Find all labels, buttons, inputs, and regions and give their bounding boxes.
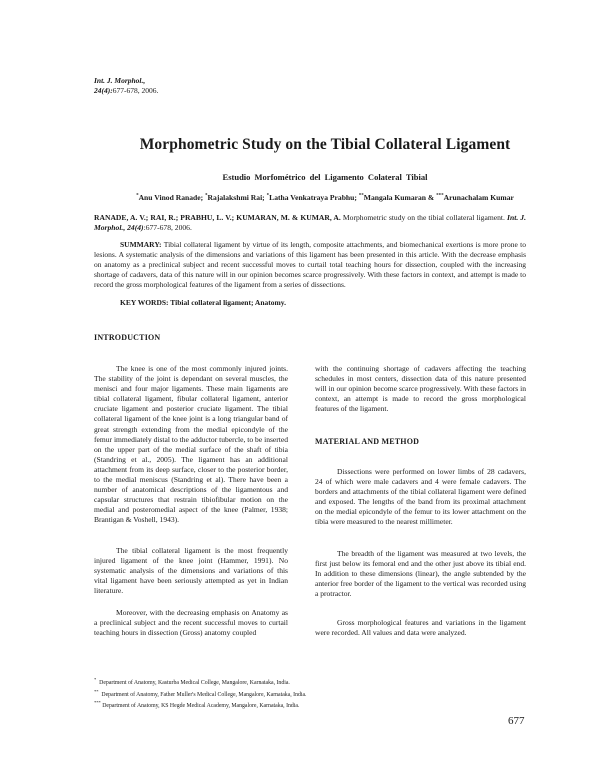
- introduction-paragraph-3: Moreover, with the decreasing emphasis on Anatomy as a preclinical subject and the recent successful moves to curtail teaching hours in dissection (Gross) anatomy coupled: [94, 608, 288, 638]
- author-mark: *: [136, 193, 139, 199]
- author-name: Arunachalam Kumar: [443, 193, 514, 202]
- author-mark: ***: [436, 193, 444, 199]
- author-name: Rajalakshmi Rai;: [207, 193, 267, 202]
- citation-pages: :677-678, 2006.: [143, 223, 192, 232]
- author-mark: *: [266, 193, 270, 199]
- introduction-paragraph-2: The tibial collateral ligament is the most frequently injured ligament of the knee joint (Hammer, 1991). No systematic analysis of the dimensions and variations of this vital ligament have been seriously attempted as yet in Indian literature.: [94, 546, 288, 596]
- summary-text: Tibial collateral ligament by virtue of its length, composite attachments, and biomechanical exertions is more prone to lesions. A systematic analysis of the dimensions and variations of this ligament has been presented in this article. With the decrease emphasis on anatomy as a preclinical subject and recent successful moves to curtail total teaching hours for dissection, coupled with the increasing shortage of cadavers, data of this nature will in our opinion becomes scarce progressively. With these factors in context, and attempt is made to record the gross morphological features of the ligament from a series of dissections.: [94, 240, 526, 289]
- author-mark: **: [358, 193, 364, 199]
- introduction-heading: INTRODUCTION: [94, 333, 161, 342]
- journal-name: Int. J. Morphol.,: [94, 76, 146, 85]
- introduction-paragraph-3-continued: with the continuing shortage of cadavers affecting the teaching schedules in most centers, dissection data of this nature presented will in our opinion become scarce progressively. With these factors in context, an attempt is made to record the gross morphological features of the ligament.: [315, 364, 526, 414]
- summary-label: SUMMARY:: [120, 240, 162, 249]
- introduction-paragraph-1: The knee is one of the most commonly injured joints. The stability of the joint is dependant on several muscles, the menisci and four major ligaments. These main ligaments are tibial collateral ligament, fibular collateral ligament, anterior cruciate ligament and posterior cruciate ligament. The tibial collateral ligament of the knee joint is a long triangular band of great strength extending from the medial epicondyle of the femur immediately distal to the adductor tubercle, to be inserted on the upper part of the medial surface of the shaft of tibia (Standring et al., 2005). The ligament has an additional attachment from its deep surface, closer to the posterior border, to the medial meniscus (Standring et al). There have been a number of anatomical descriptions of the ligamentous and capsular structures that restrain tibiofibular motion on the medial and posteromedial aspect of the knee (Palmer, 1938; Brantigan & Voshell, 1943).: [94, 364, 288, 525]
- author-name: Mangala Kumaran &: [363, 193, 437, 202]
- citation-title: Morphometric study on the tibial collateral ligament.: [340, 213, 505, 222]
- article-title: Morphometric Study on the Tibial Collateral Ligament: [139, 136, 511, 153]
- footnote: * Department of Anatomy, Kasturba Medical College, Mangalore, Karnataka, India.: [94, 677, 290, 686]
- methods-paragraph-2: The breadth of the ligament was measured at two levels, the first just below its femoral end and the other just above its tibial end. In addition to these dimensions (linear), the angle subtended by the anterior free border of the ligament to the vertical was recorded using a protractor.: [315, 549, 526, 599]
- methods-paragraph-1: Dissections were performed on lower limbs of 28 cadavers, 24 of which were male cadavers and 4 were female cadavers. The borders and attachments of the tibial collateral ligament were defined and exposed. The lengths of the band from its proximal attachment on the medial epicondyle of the femur to its lower attachment on the tibia were measured to the nearest millimeter.: [315, 467, 526, 527]
- footnote: ** Department of Anatomy, Father Muller's Medical College, Mangalore, Karnataka, India.: [94, 688, 307, 698]
- journal-reference: [94, 76, 158, 95]
- author-name: Latha Venkatraya Prabhu;: [269, 193, 359, 202]
- methods-paragraph-3: Gross morphological features and variations in the ligament were recorded. All values and data were analyzed.: [315, 618, 526, 638]
- citation-authors: RANADE, A. V.; RAI, R.; PRABHU, L. V.; KUMARAN, M. & KUMAR, A.: [94, 213, 341, 222]
- author-list: [60, 193, 590, 202]
- citation-journal: Int. J. Morphol., 24(4): [94, 213, 527, 232]
- author-name: Anu Vinod Ranade;: [138, 193, 206, 202]
- keywords: KEY WORDS: Tibial collateral ligament; Anatomy.: [120, 298, 286, 307]
- footnotes: [94, 676, 524, 711]
- summary-paragraph: [94, 240, 526, 290]
- citation-block: [94, 213, 526, 233]
- journal-volume-pages: 24(4):677-678, 2006.: [94, 85, 159, 95]
- article-subtitle: Estudio Morfométrico del Ligamento Colateral Tibial: [222, 172, 428, 182]
- page-number: 677: [508, 715, 525, 727]
- footnote: *** Department of Anatomy, KS Hegde Medical Academy, Mangalore, Karnataka, India.: [94, 700, 300, 709]
- author-mark: *: [205, 193, 208, 199]
- methods-heading: MATERIAL AND METHOD: [315, 437, 420, 446]
